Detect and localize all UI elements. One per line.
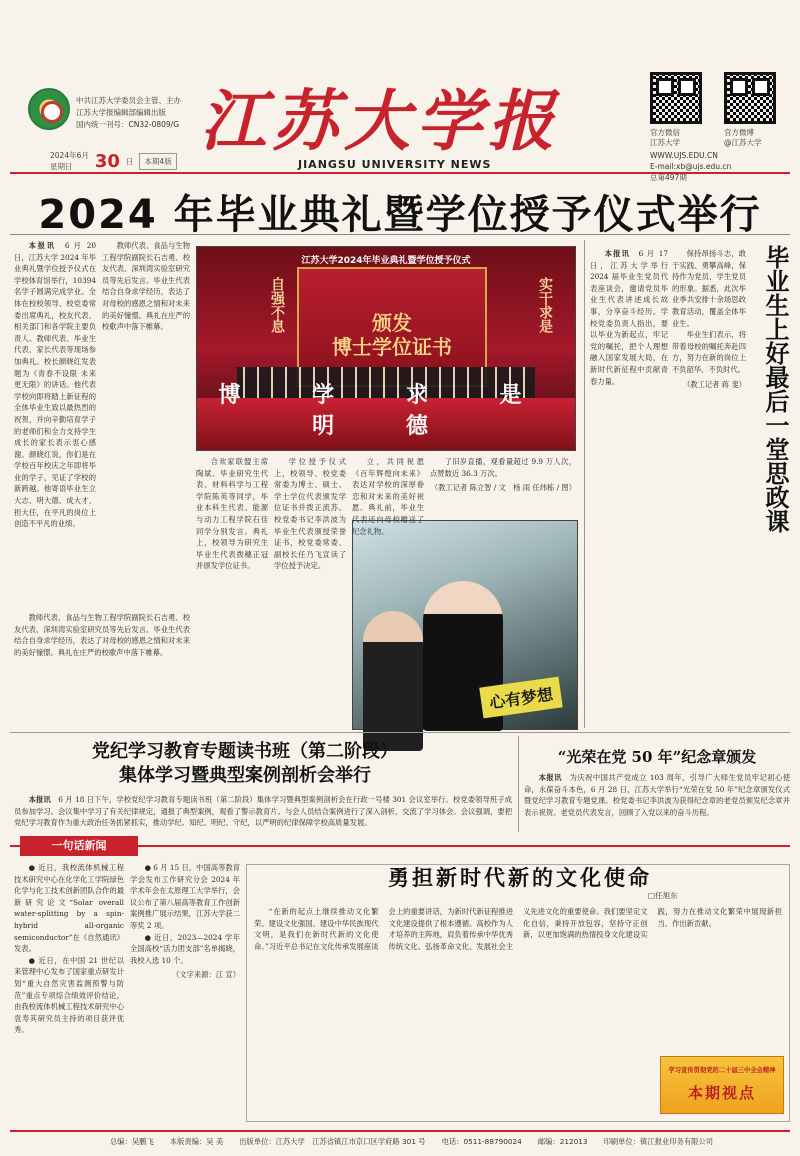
commentary-text-3: 毕业生们表示，将带着母校的嘱托奔赴四方，努力在新的岗位上不负韶华、不负时代。 [672,330,746,374]
lead-article-col3 [196,456,268,728]
briefs-tag: 一句话新闻 [20,836,138,856]
footer-address: 出版单位：江苏大学 江苏省镇江市京口区学府路 301 号 [239,1137,426,1146]
issue-date [50,150,177,172]
briefs-col2 [130,862,240,1124]
date-day: 30 [94,150,120,172]
essay-text: “在新的起点上继续推动文化繁荣、建设文化强国、建设中华民族现代文明，是我们在新时代新的文化使命。”习近平总书记在文化传承发展座谈会上的重要讲话，为新时代新征程推进文化建设提供了根本遵循。高校作为人才培养的主阵地，肩负着传承中华优秀传统文化、弘扬革命文化、发展社会主义先进文化的重要使命。我们要坚定文化自信，秉持开放包容，坚持守正创新，以更加饱满的热情投身文化建设实践，努力在推动文化繁荣中展现新担当、作出新贡献。 [254,907,782,951]
lead-text-3: 合欢家联盟主席陶斌、毕业研究生代表、材料科学与工程学院陈英等同学，毕业本科生代表、能源与动力工程学院石佳同学分别发言。典礼上，校领导为研究生毕业生代表拨穗正冠并颁发学位证书。 [196,457,268,571]
wechat-qr-code[interactable] [650,72,702,124]
newspaper-english-title: JIANGSU UNIVERSITY NEWS [298,158,492,171]
promo-box[interactable] [660,1056,784,1114]
footer-editor: 总编：吴鹏飞 [110,1137,154,1146]
brief-item: ● 近日，在中国 21 世纪以来管理中心发布了国家重点研发计划“重大自然灾害监测预警与防范”重点专项综合绩效评价结论，由我校流体机械工程技术研究中心袁寿其研究员主持的项目获评优秀。 [14,955,124,1035]
section3-byline: 本报讯 [538,773,562,782]
footer-printer: 印刷单位：镇江报业印务有限公司 [603,1137,714,1146]
commentary-text-2: 保持昂扬斗志，敢于实践、勇攀高峰，保持作为党员、学生党员的形象。据悉，此次毕业季共安排十余场思政教育活动，覆盖全体毕业生。 [672,249,746,328]
date-suffix: 日 [125,156,134,166]
briefs-credit: （文字来源：江 宣） [172,970,240,980]
publisher-info [76,95,181,131]
headline-rule [10,234,790,235]
newspaper-title: 江苏大学报 [200,82,560,160]
photo-side-right: 实干求是 [537,277,553,333]
lead-text-4: 学位授予仪式上，校领导、校党委常委为博士、硕士、学士学位代表颁发学位证书并拨正流苏。校党委书记李洪波为毕业生代表颁授荣誉证书，校党委常委、副校长任乃飞宣读了学位授予决定。 [274,457,346,571]
commentary-col1 [590,248,668,728]
lead-article-col4 [274,456,346,728]
website-link[interactable]: WWW.UJS.EDU.CN [650,151,718,160]
lead-article-col1 [14,240,96,600]
essay-author: □任旭东 [648,891,678,900]
commentary-text-1: 6 月 17 日，江苏大学举行 2024 届毕业生党员代表座谈会，邀请党员毕业生代表讲述成长故事，分享奋斗经历。学校党委负责人指出，要以毕业为新起点，牢记党的嘱托，把个人理想融入国家发展大局，在新时代新征程中贡献青春力量。 [590,249,669,386]
date-prefix: 2024年6月 [50,151,89,160]
section2-title-line1: 党纪学习教育专题读书班（第二阶段） [92,741,398,762]
email-link[interactable]: E-mail:xb@ujs.edu.cn [650,162,732,171]
graduates-photo [352,520,578,730]
weibo-label: 官方微博 @江苏大学 [724,128,762,147]
footer-post: 邮编：212013 [537,1137,588,1146]
brief-item: ● 6 月 15 日，中国高等教育学会发布工作研究分会 2024 年学术年会在太原理工大学举行，会议公布了第八届高等教育工作创新案例推广展示结果，江苏大学获二等奖 2 项。 [130,863,240,930]
graduation-ceremony-photo [196,246,576,451]
essay-title: 勇担新时代新的文化使命 [388,865,652,890]
photo-side-left: 自强不息 [269,277,285,333]
section2-body [14,794,512,828]
contact-info [650,150,731,183]
lead-article-col5 [352,456,424,536]
masthead-rule [10,172,790,174]
publisher-line: 中共江苏大学委员会主管、主办 [76,96,181,105]
lead-text-6: 了旧岁直播，观看量超过 9.9 万人次，点赞数近 36.3 万次。 [430,457,576,478]
lead-article-col6 [430,456,576,518]
section2-byline: 本报讯 [28,795,51,804]
photo-sign: 心有梦想 [479,677,563,719]
stage-front [197,382,575,450]
lead-text-1: 6 月 20 日，江苏大学 2024 年毕业典礼暨学位授予仪式在学校体育馆举行，10394 名学子圆满完成学业。全体在校校领导、校党委常委出席典礼，校友代表、相关部门和各学院主要负责人、教师代表、毕业生代表、家长代表等现场参加典礼。校长颜晓红发表题为《青春不设限 未来更无限》的讲话。他代表学校向即将踏上新征程的全体毕业生致以最热烈的祝贺，并向辛勤培育学子的老师们和全力支持学生成长的家长表示衷心感谢。颜晓红说，你们是在学校百年校庆之年即将毕业的学子，见证了学校的新跨越。他寄语毕业生立大志、明大德、成大才、担大任，在平凡的岗位上创造不平凡的业绩。 [14,241,96,529]
university-logo [28,88,70,130]
section-rule [10,732,790,733]
banner-text: 颁发 博士学位证书 [332,311,452,359]
lead-credit: （教工记者 陈立智 / 文 杨 雨 任纬栋 / 图） [430,483,576,493]
footer-phone: 电话：0511-88790024 [441,1137,522,1146]
commentary-byline: 本报讯 [604,249,631,258]
commentary-credit: （教工记者 蒋 斐） [682,379,746,389]
masthead [10,10,790,180]
brief-item: ● 近日，2023—2024 学年全国高校“活力团支部”名单揭晓，我校入选 10 个。 [130,932,240,965]
section2-text: 6 月 18 日下午，学校党纪学习教育专题读书班（第二阶段）集体学习暨典型案例剖析会在行政一号楼 301 会议室举行。校党委领导班子成员参加学习。会议集中学习了有关纪律规定，通报了典型案例，观看了警示教育片。与会人员结合案例进行了深入剖析，交流了学习体会。会议强调，要把党纪学习教育作为重大政治任务抓紧抓实，推动学纪、知纪、明纪、守纪，以严明的纪律保障学校高质量发展。 [14,795,513,828]
commentary-title: 毕业生上好最后一堂思政课 [761,245,789,533]
photo-caption: 江苏大学2024年毕业典礼暨学位授予仪式 [301,256,471,266]
promo-line1: 学习宣传贯彻党的二十届三中全会精神 [668,1067,776,1074]
stage-motto: 博 学 求 是 明 德 [218,382,554,439]
lead-article-col2 [102,240,190,610]
section2-title [40,740,450,788]
qr-codes [650,72,776,148]
issue-number: 总第497期 [650,173,687,182]
column-divider [518,736,519,832]
page-footer [10,1130,790,1152]
graduate-figure [363,611,423,751]
promo-line2: 本期视点 [687,1084,756,1102]
lead-article-col2b [14,612,190,727]
essay-body [254,906,782,1050]
weekday: 星期日 [50,162,73,171]
lead-byline: 本报讯 [28,241,56,250]
lead-text-2b: 教师代表、食品与生物工程学院副院长石吉勇、校友代表、深圳湾实验室研究员等先后发言。毕业生代表结合自身求学经历，表达了对母校的感恩之情和对未来的美好憧憬。典礼在庄严的校歌声中落下帷幕。 [14,613,190,657]
wechat-label: 官方微信 江苏大学 [650,128,680,147]
section3-title: “光荣在党 50 年”纪念章颁发 [557,748,757,766]
footer-page-editor: 本版责编：吴 美 [169,1137,224,1146]
main-headline: 2024 年毕业典礼暨学位授予仪式举行 [38,192,762,238]
publisher-line: 国内统一刊号：CN32-0809/G [76,120,180,129]
lead-text-2: 教师代表、食品与生物工程学院副院长石吉勇、校友代表、深圳湾实验室研究员等先后发言。毕业生代表结合自身求学经历，表达了对母校的感恩之情和对未来的美好憧憬。典礼在庄严的校歌声中落下帷幕。 [102,241,190,332]
section2-title-line2: 集体学习暨典型案例剖析会举行 [119,765,371,786]
page-count: 本期4版 [139,153,176,170]
briefs-col1 [14,862,124,1124]
lead-text-5: 立，共同祝愿《百年辉煌向未来》表达对学校的深厚眷恋和对未来的美好祝愿。典礼前，毕业生代表还向母校赠送了纪念礼物。 [352,457,424,536]
section3-body [524,772,790,832]
weibo-qr-code[interactable] [724,72,776,124]
column-divider [584,240,585,728]
brief-item: ● 近日，我校流体机械工程技术研究中心在化学化工学院绿色化学与化工技术创新团队合作的最新研究论文“Solar overall water-splitting by a spin-hybrid all-organic semiconductor”在《自然通讯》发表。 [14,863,124,954]
commentary-col2 [672,248,746,728]
section3-text: 为庆祝中国共产党成立 103 周年，引导广大师生党员牢记初心使命，永葆奋斗本色，6 月 28 日，江苏大学举行“光荣在党 50 年”纪念章颁发仪式暨党纪学习教育专题党课。校党委书记李洪波为获得纪念章的老党员颁发纪念章并表示祝贺。老党员代表发言，回顾了入党以来的奋斗历程。 [524,773,791,817]
publisher-line: 江苏大学报编辑部编辑出版 [76,108,166,117]
